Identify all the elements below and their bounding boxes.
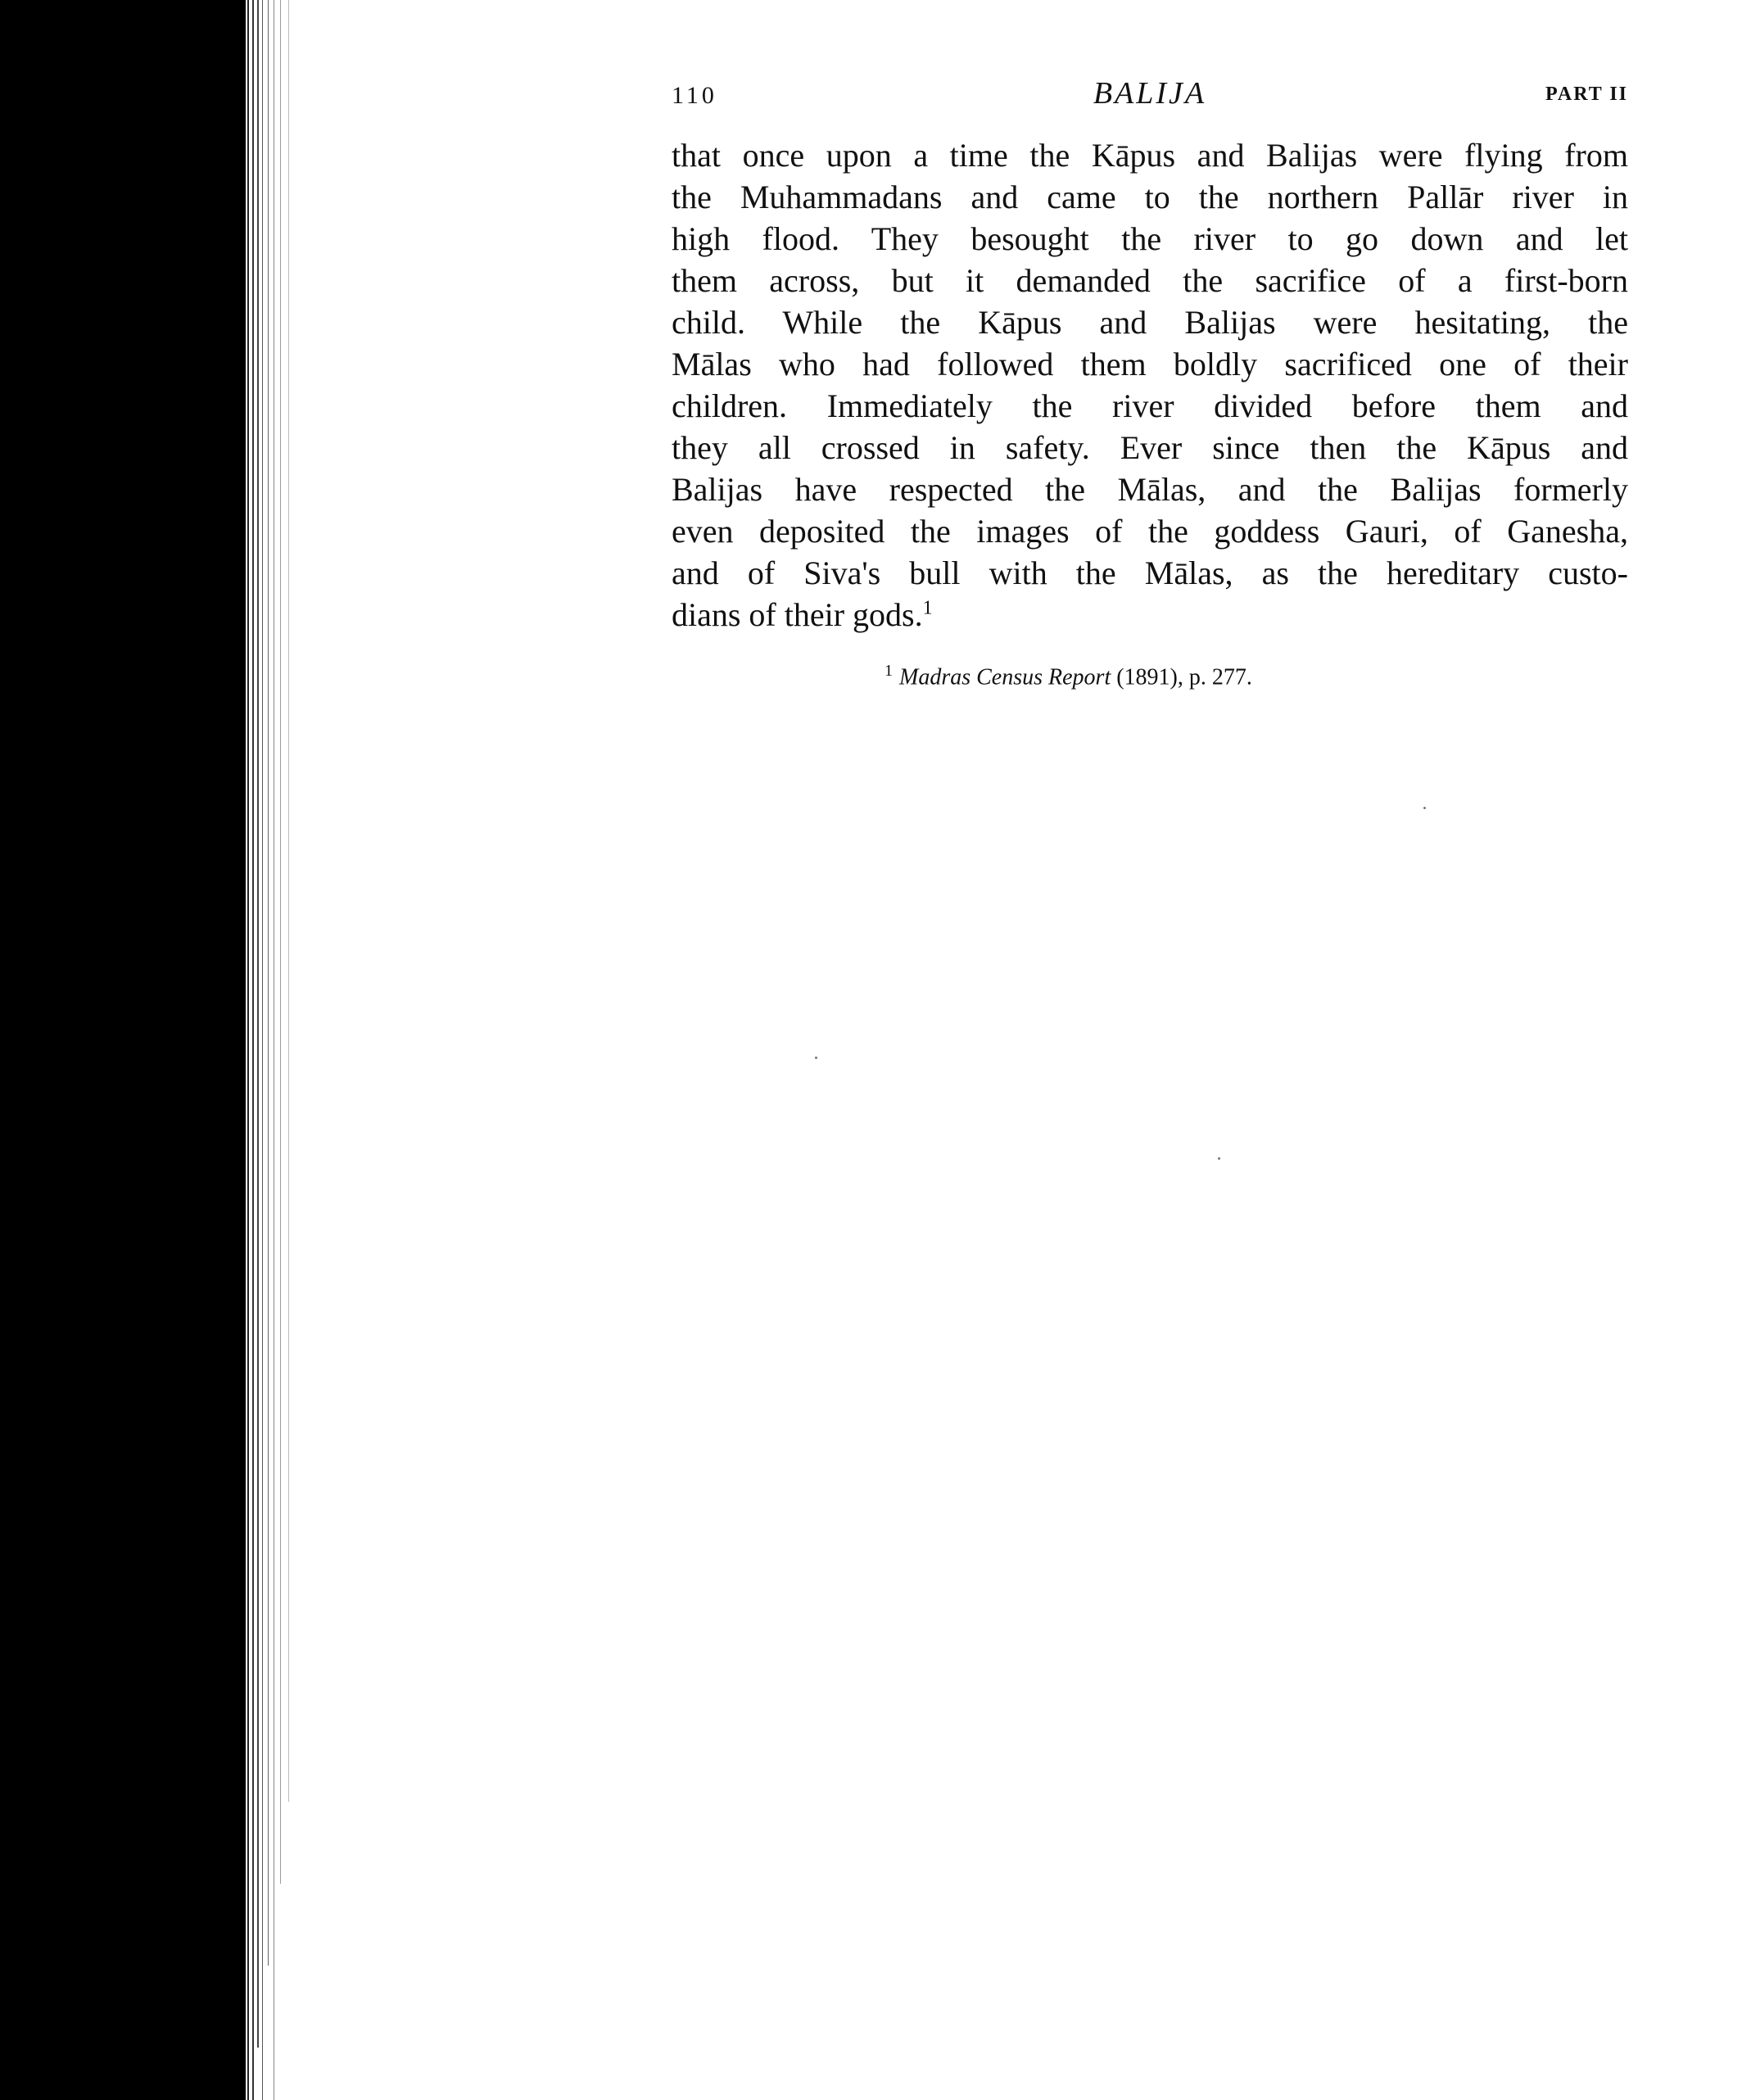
part-label: PART II [1545,84,1628,105]
text-line: children. Immediately the river divided before them and [672,387,1628,424]
text-line-last [672,594,1628,636]
text-line: they all crossed in safety. Ever since then the Kāpus and [672,429,1628,466]
footnote-source-title: Madras Census Report [899,664,1111,690]
footnote [885,662,1252,690]
scan-speck [815,1057,817,1059]
footnote-citation: (1891), p. 277. [1111,664,1252,690]
running-head [672,75,1628,116]
body-paragraph [672,134,1628,636]
text-line: dians of their gods. [672,596,923,633]
text-line: Mālas who had followed them boldly sacrificed one of their [672,346,1628,382]
footnote-number: 1 [885,662,893,680]
text-line: child. While the Kāpus and Balijas were hesitating, the [672,304,1628,341]
text-line: Balijas have respected the Mālas, and the Balijas formerly [672,471,1628,508]
text-line: that once upon a time the Kāpus and Balijas were flying from [672,137,1628,174]
running-title: BALIJA [1093,76,1207,111]
scan-binding-edge [0,0,246,2100]
text-line: the Muhammadans and came to the northern Pallār river in [672,179,1628,215]
scan-page-edges [246,0,303,2100]
text-line: high flood. They besought the river to go down and let [672,220,1628,257]
text-line: even deposited the images of the goddess Gauri, of Ganesha, [672,513,1628,550]
scan-speck [1218,1157,1220,1160]
footnote-reference: 1 [922,597,933,619]
scan-speck [1423,807,1426,809]
text-line: them across, but it demanded the sacrifice of a first-born [672,262,1628,299]
page-number: 110 [672,82,717,109]
text-line: and of Siva's bull with the Mālas, as the hereditary custo- [672,554,1628,591]
